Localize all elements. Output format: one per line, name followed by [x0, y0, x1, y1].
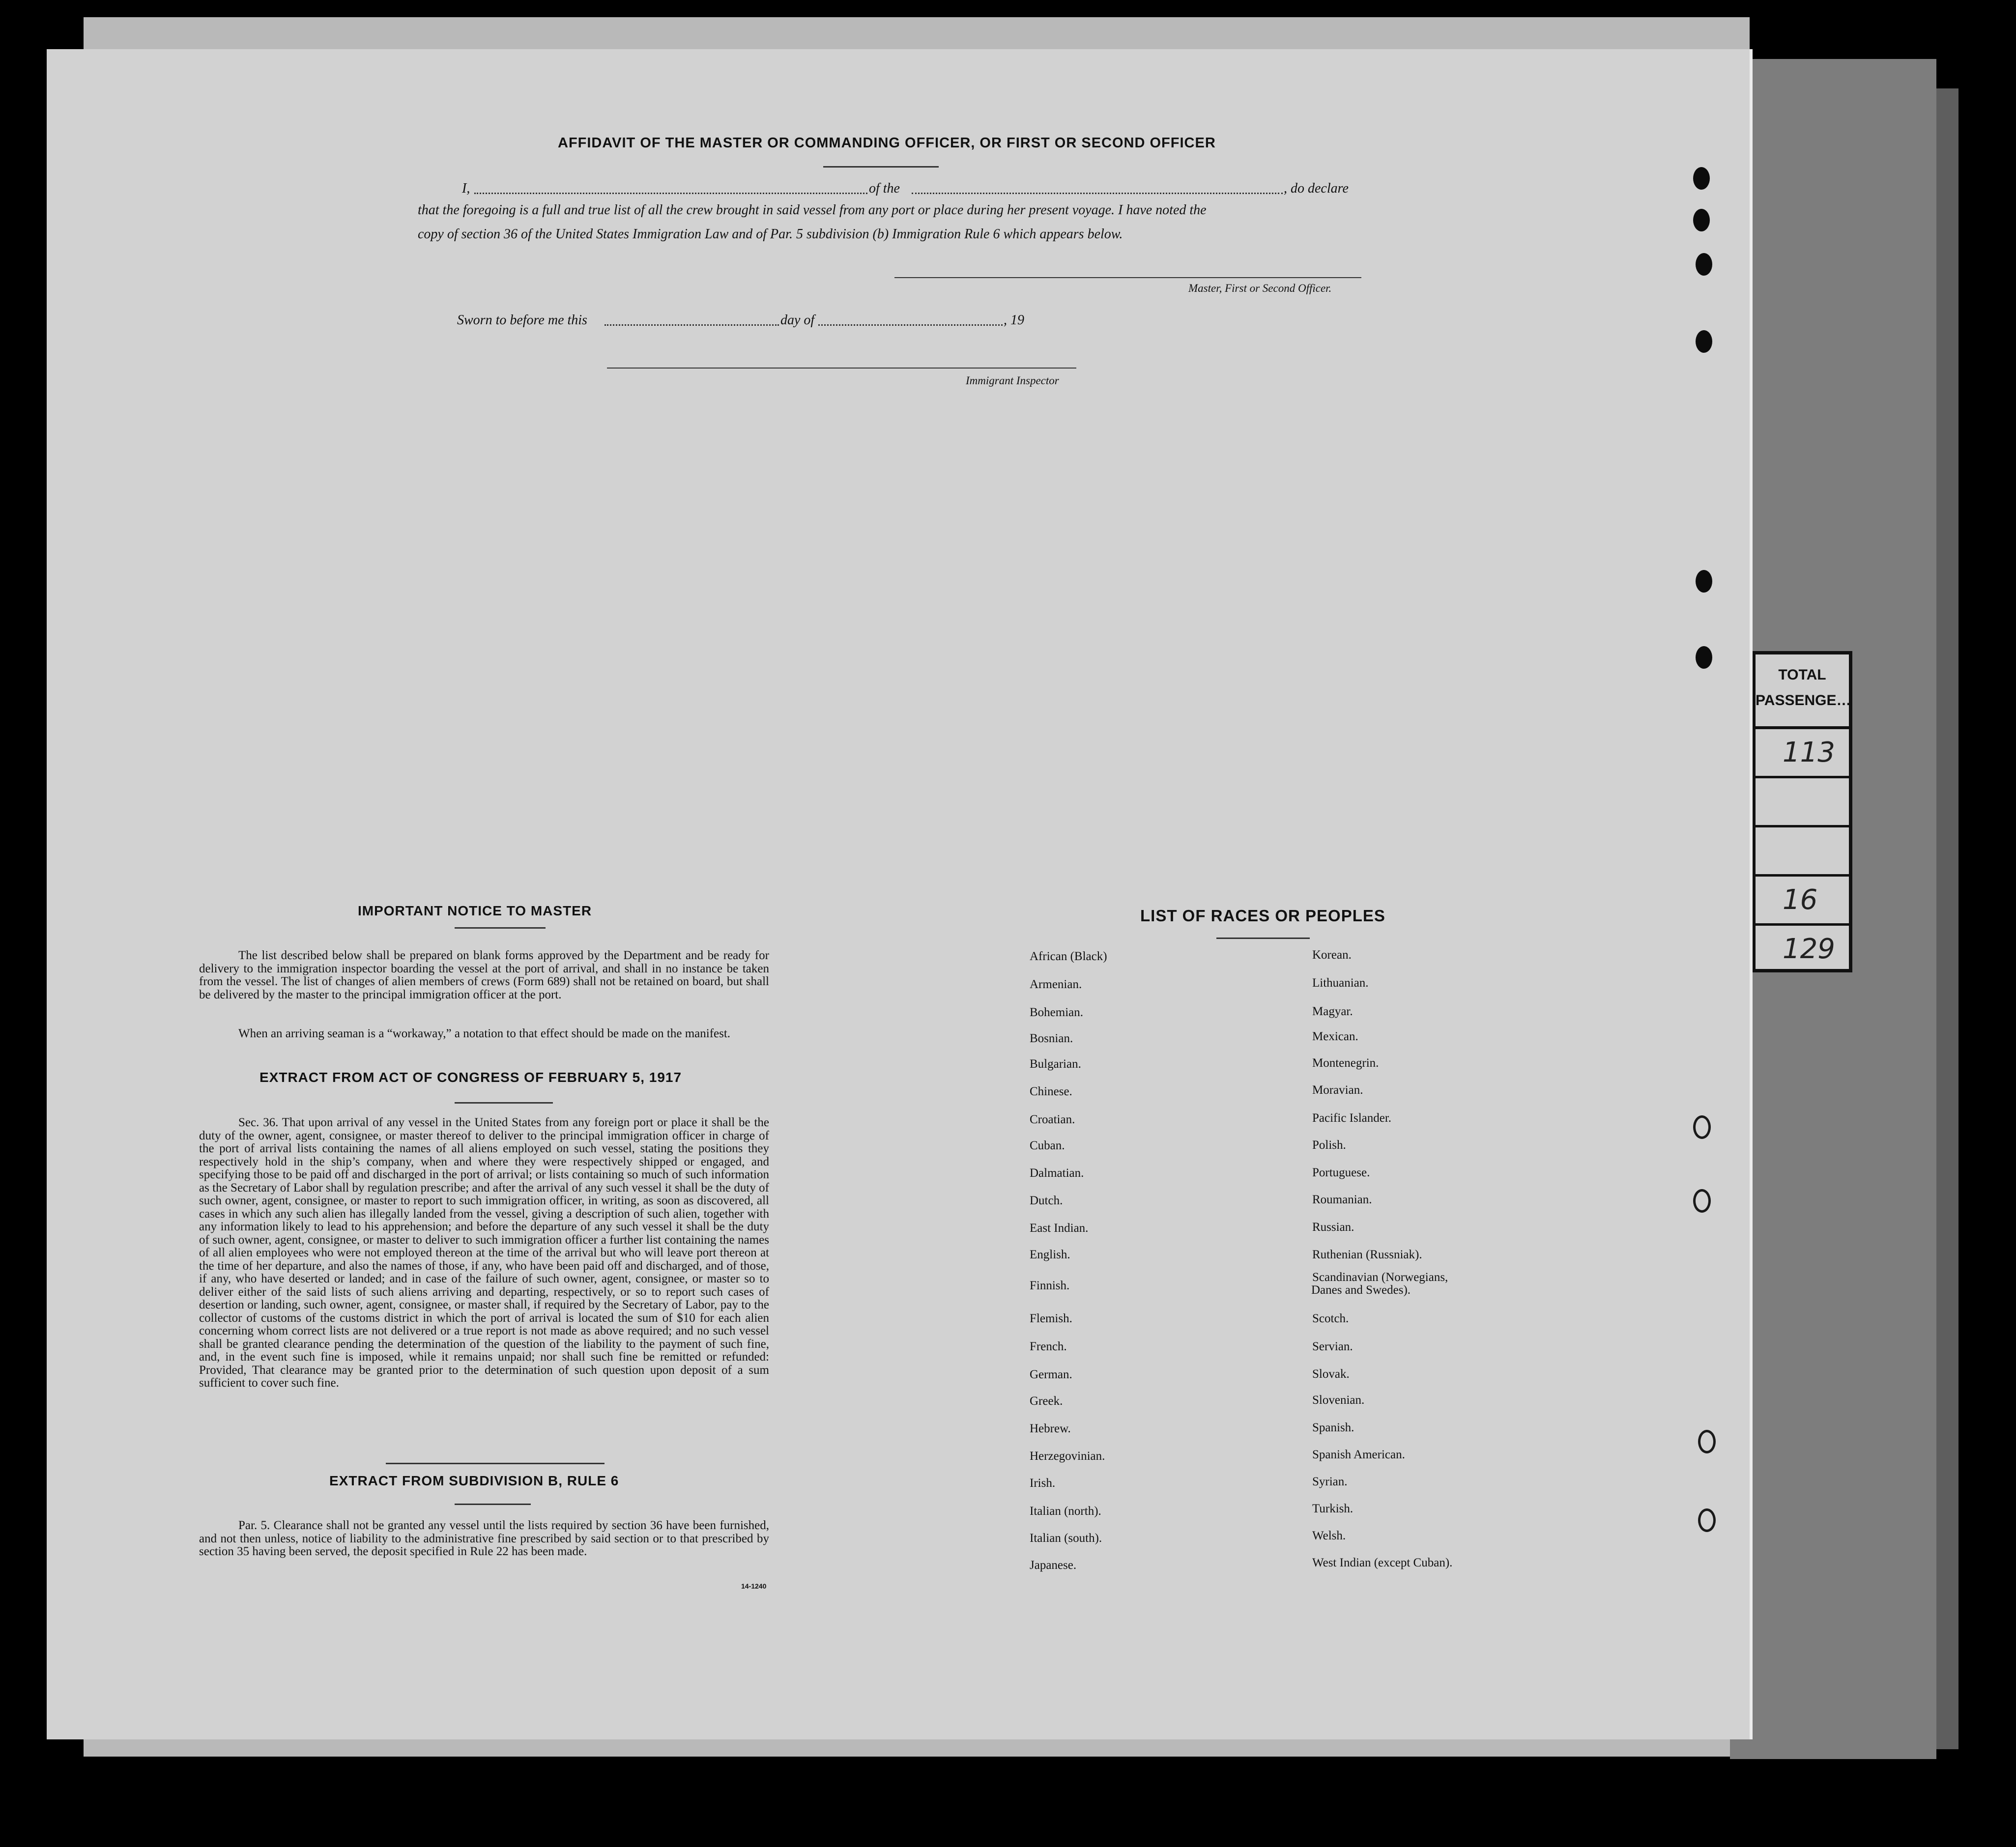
sworn-day-label: day of — [780, 313, 815, 328]
race-list-item: Scandinavian (Norwegians, — [1312, 1271, 1448, 1284]
race-list-item: Irish. — [1030, 1477, 1056, 1490]
race-list-item: Servian. — [1312, 1340, 1353, 1353]
punch-hole-ring-icon — [1698, 1508, 1716, 1532]
extract-rule-title: EXTRACT FROM SUBDIVISION B, RULE 6 — [329, 1473, 619, 1488]
race-list-item: Korean. — [1312, 948, 1352, 962]
race-list-item: Syrian. — [1312, 1475, 1348, 1488]
race-list-item: Danes and Swedes). — [1311, 1283, 1411, 1297]
title-underline — [823, 166, 939, 168]
race-list-item: Hebrew. — [1030, 1422, 1071, 1435]
affidavit-of-the-label: of the — [869, 181, 900, 196]
race-list-item: Montenegrin. — [1312, 1056, 1379, 1070]
affidavit-form-page — [47, 49, 1753, 1739]
punch-hole-ring-icon — [1693, 1189, 1711, 1213]
race-list-item: Ruthenian (Russniak). — [1312, 1248, 1422, 1261]
totals-value: 113 — [1783, 737, 1835, 768]
race-list-item: Welsh. — [1312, 1529, 1346, 1542]
punch-hole-icon — [1693, 167, 1710, 190]
affidavit-declaration-line: that the foregoing is a full and true list of all the crew brought in said vessel from any port or place during her present voyage. I have noted the — [418, 202, 1207, 218]
race-list-item: Moravian. — [1312, 1083, 1363, 1097]
title-underline — [455, 1504, 531, 1505]
name-blank-line — [474, 193, 867, 194]
race-list-item: Turkish. — [1312, 1502, 1354, 1515]
race-list-item: Bulgarian. — [1030, 1057, 1081, 1071]
race-list-item: Dutch. — [1030, 1194, 1063, 1207]
race-list-item: Slovak. — [1312, 1367, 1350, 1381]
race-list-item: Finnish. — [1030, 1279, 1070, 1292]
notice-paragraph: When an arriving seaman is a “workaway,” a notation to that effect should be made on the manifest. — [238, 1027, 731, 1040]
race-list-item: Bohemian. — [1030, 1006, 1084, 1019]
race-list-item: Japanese. — [1030, 1559, 1077, 1572]
inspector-signature-line — [607, 368, 1076, 369]
race-list-item: Russian. — [1312, 1221, 1354, 1234]
races-list-title: LIST OF RACES OR PEOPLES — [1140, 907, 1385, 925]
title-underline — [1216, 938, 1310, 939]
affidavit-declare-label: , do declare — [1284, 181, 1349, 196]
signature-line — [894, 277, 1361, 278]
race-list-item: Bosnian. — [1030, 1032, 1073, 1045]
race-list-item: Cuban. — [1030, 1139, 1065, 1152]
punch-hole-icon — [1693, 209, 1710, 231]
race-list-item: Scotch. — [1312, 1312, 1349, 1325]
notice-paragraph: The list described below shall be prepared on blank forms approved by the Department and be ready for delivery to the immigration inspector boarding the vessel at the port of arrival, and shall in no instance be taken from the vessel. The list of changes of alien members of crews (Form 689) shall not be retained on board, but shall be delivered by the master to the principal immigration officer at the port. — [199, 949, 769, 1001]
punch-hole-icon — [1696, 253, 1712, 276]
race-list-item: Chinese. — [1030, 1085, 1072, 1098]
title-underline — [455, 1102, 553, 1104]
sworn-label: Sworn to before me this — [457, 313, 587, 328]
punch-hole-icon — [1696, 646, 1712, 669]
race-list-item: Armenian. — [1030, 978, 1082, 991]
form-number: 14-1240 — [741, 1582, 767, 1590]
totals-header-line2: PASSENGE… — [1756, 692, 1851, 709]
affidavit-declaration-line: copy of section 36 of the United States Immigration Law and of Par. 5 subdivision (b) Immigration Rule 6 which appears below. — [418, 227, 1123, 242]
sworn-year-label: , 19 — [1004, 313, 1024, 328]
totals-cell — [1756, 926, 1849, 972]
race-list-item: Lithuanian. — [1312, 976, 1369, 990]
race-list-item: Dalmatian. — [1030, 1166, 1084, 1180]
race-list-item: African (Black) — [1030, 950, 1107, 963]
punch-hole-icon — [1696, 330, 1712, 353]
section-36-text: Sec. 36. That upon arrival of any vessel in the United States from any foreign port or place it shall be the duty of the owner, agent, consignee, or master thereof to deliver to the principal immigration officer in charge of the port of arrival lists containing the names of all aliens employed on such vessel, stating the positions they respectively hold in the ship’s company, when and where they were respectively shipped or engaged, and specifying those to be paid off and discharged in the port of arrival; or lists containing so much of such information as the Secretary of Labor shall by regulation prescribe; and after the arrival of any such vessel it shall be the duty of such owner, agent, consignee, or master to report to such immigration officer, in writing, as soon as discovered, all cases in which any such alien has illegally landed from the vessel, giving a description of such alien, together with any information likely to lead to his apprehension; and before the departure of any such vessel it shall be the duty of such owner, agent, consignee, or master to deliver to such immigration officer a further list containing the names of all alien employees who were not employed thereon at the time of the arrival but who will leave port thereon at the time of her departure, and also the names of those, if any, who have been paid off and discharged, and of those, if any, who have deserted or landed; and in case of the failure of such owner, agent, consignee, or master so to deliver either of the said lists of such aliens arriving and departing, respectively, or so to report such cases of desertion or landing, such owner, agent, consignee, or master shall, if required by the Secretary of Labor, pay to the collector of customs of the customs district in which the port of arrival is located the sum of $10 for each alien concerning whom correct lists are not delivered or a true report is not made as above required; and no such vessel shall be granted clearance pending the determination of the question of the liability to the payment of such fine, and, in the event such fine is imposed, while it remains unpaid; nor shall such fine be remitted or refunded: Provided, That clearance may be granted prior to the determination of such question upon deposit of a sum sufficient to cover such fine. — [199, 1116, 769, 1390]
race-list-item: German. — [1030, 1368, 1072, 1381]
punch-hole-ring-icon — [1698, 1430, 1716, 1453]
race-list-item: Mexican. — [1312, 1030, 1358, 1043]
race-list-item: Herzegovinian. — [1030, 1449, 1105, 1463]
inspector-label: Immigrant Inspector — [966, 374, 1059, 387]
race-list-item: Polish. — [1312, 1138, 1346, 1152]
notice-title: IMPORTANT NOTICE TO MASTER — [358, 903, 592, 918]
sworn-day-blank — [605, 324, 779, 326]
totals-header-line1: TOTAL — [1778, 667, 1826, 683]
race-list-item: Magyar. — [1312, 1005, 1353, 1018]
race-list-item: Portuguese. — [1312, 1166, 1370, 1179]
race-list-item: Croatian. — [1030, 1113, 1075, 1126]
race-list-item: West Indian (except Cuban). — [1312, 1556, 1453, 1569]
race-list-item: Flemish. — [1030, 1312, 1072, 1325]
totals-cell — [1756, 729, 1849, 778]
race-list-item: Slovenian. — [1312, 1393, 1365, 1407]
race-list-item: Italian (north). — [1030, 1505, 1101, 1518]
race-list-item: Greek. — [1030, 1394, 1063, 1408]
race-list-item: Spanish. — [1312, 1421, 1354, 1434]
total-passengers-box — [1752, 651, 1852, 972]
vessel-blank-line — [912, 193, 1283, 194]
race-list-item: East Indian. — [1030, 1222, 1089, 1235]
totals-value: 129 — [1783, 933, 1835, 965]
underlying-page-edge — [1936, 88, 1958, 1749]
sworn-month-blank — [818, 324, 1003, 326]
section-divider — [386, 1463, 605, 1464]
affidavit-title: AFFIDAVIT OF THE MASTER OR COMMANDING OFFICER, OR FIRST OR SECOND OFFICER — [558, 135, 1216, 151]
race-list-item: English. — [1030, 1248, 1070, 1261]
extract-act-title: EXTRACT FROM ACT OF CONGRESS OF FEBRUARY 5, 1917 — [259, 1070, 682, 1085]
totals-cell — [1756, 778, 1849, 827]
totals-cell — [1756, 827, 1849, 877]
paragraph-5-text: Par. 5. Clearance shall not be granted any vessel until the lists required by section 36 have been furnished, and not then unless, notice of liability to the administrative fine prescribed by said section or to that prescribed by section 35 having been served, the deposit specified in Rule 22 has been made. — [199, 1519, 769, 1558]
punch-hole-ring-icon — [1693, 1115, 1711, 1139]
race-list-item: Pacific Islander. — [1312, 1111, 1392, 1125]
affidavit-i-label: I, — [462, 181, 470, 196]
totals-value: 16 — [1783, 884, 1818, 916]
totals-header — [1756, 654, 1849, 729]
signature-label: Master, First or Second Officer. — [1188, 282, 1332, 294]
race-list-item: French. — [1030, 1340, 1067, 1353]
race-list-item: Italian (south). — [1030, 1532, 1102, 1545]
punch-hole-icon — [1696, 570, 1712, 593]
totals-cell — [1756, 877, 1849, 926]
race-list-item: Spanish American. — [1312, 1448, 1405, 1461]
title-underline — [455, 927, 546, 929]
race-list-item: Roumanian. — [1312, 1193, 1372, 1206]
